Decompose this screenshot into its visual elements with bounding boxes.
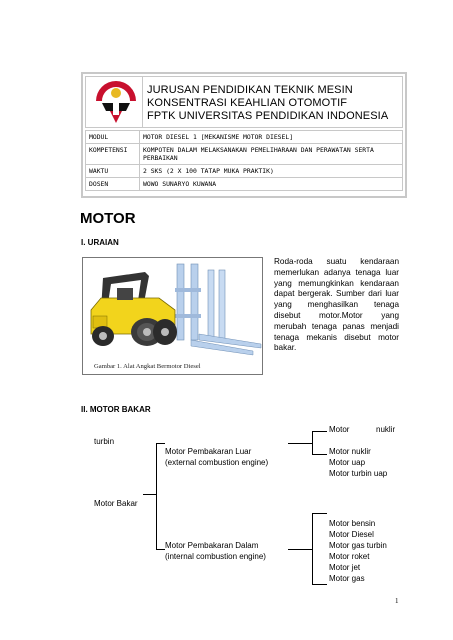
header-line-1: JURUSAN PENDIDIKAN TEKNIK MESIN [147, 84, 353, 96]
node-pembakaran-luar: Motor Pembakaran Luar [165, 447, 252, 456]
intro-paragraph: Roda-roda suatu kendaraan memerlukan adanya tenaga luar yang memungkinkan kendaraan dapat bergerak. Sumber dari luar yang menghasilkan tenaga disebut motor.Motor yang merubah tenaga panas menjadi tenaga mekanis disebut motor bakar. [274, 257, 399, 353]
connector-line [312, 454, 327, 455]
node-motor-nuklir: Motor nuklir [329, 447, 371, 456]
connector-line [143, 494, 156, 495]
node-motor-jet: Motor jet [329, 563, 361, 572]
row-key: WAKTU [86, 165, 140, 178]
row-key: KOMPETENSI [86, 144, 140, 165]
row-value: KOMPOTEN DALAM MELAKSANAKAN PEMELIHARAAN DAN PERAWATAN SERTA PERBAIKAN [140, 144, 403, 165]
header-titles [147, 84, 388, 123]
connector-line [312, 431, 313, 455]
connector-line [312, 513, 327, 514]
header-title-block [85, 76, 403, 128]
university-logo-icon [92, 81, 140, 125]
node-turbin: turbin [94, 437, 115, 446]
node-nuklir-split-right: nuklir [376, 425, 396, 434]
node-motor-uap: Motor uap [329, 458, 366, 467]
page-number: 1 [395, 597, 399, 605]
node-motor-bakar: Motor Bakar [94, 499, 138, 508]
row-value: WOWO SUNARYO KUWANA [140, 178, 403, 191]
row-key: DOSEN [86, 178, 140, 191]
table-row [86, 178, 403, 191]
connector-line [156, 549, 165, 550]
connector-line [288, 549, 312, 550]
table-row [86, 144, 403, 165]
row-key: MODUL [86, 131, 140, 144]
connector-line [156, 443, 165, 444]
node-pembakaran-luar-sub: (external combustion engine) [165, 458, 269, 467]
row-value: 2 SKS (2 X 100 TATAP MUKA PRAKTIK) [140, 165, 403, 178]
figure-caption: Gambar 1. Alat Angkat Bermotor Diesel [94, 363, 201, 370]
connector-line [312, 513, 313, 585]
header-line-2: KONSENTRASI KEAHLIAN OTOMOTIF [147, 97, 348, 109]
forklift-illustration [83, 258, 262, 358]
connector-line [312, 584, 327, 585]
node-pembakaran-dalam: Motor Pembakaran Dalam [165, 541, 259, 550]
node-motor-turbin-uap: Motor turbin uap [329, 469, 388, 478]
page-title: MOTOR [80, 210, 136, 227]
header-line-3: FPTK UNIVERSITAS PENDIDIKAN INDONESIA [147, 110, 389, 122]
table-row [86, 131, 403, 144]
row-value: MOTOR DIESEL 1 [MEKANISME MOTOR DIESEL] [140, 131, 403, 144]
node-pembakaran-dalam-sub: (internal combustion engine) [165, 552, 266, 561]
connector-line [156, 443, 157, 549]
node-motor-roket: Motor roket [329, 552, 370, 561]
node-motor-gas-turbin: Motor gas turbin [329, 541, 387, 550]
node-motor-split-left: Motor [329, 425, 350, 434]
module-info-table [85, 130, 403, 191]
node-motor-gas: Motor gas [329, 574, 365, 583]
node-motor-bensin: Motor bensin [329, 519, 376, 528]
forklift-figure [82, 257, 263, 375]
node-motor-diesel: Motor Diesel [329, 530, 374, 539]
section-heading-uraian: I. URAIAN [81, 238, 119, 247]
table-row [86, 165, 403, 178]
connector-line [288, 443, 312, 444]
document-header [81, 72, 407, 198]
connector-line [312, 431, 327, 432]
header-divider [142, 77, 143, 127]
section-heading-motor-bakar: II. MOTOR BAKAR [81, 405, 151, 414]
